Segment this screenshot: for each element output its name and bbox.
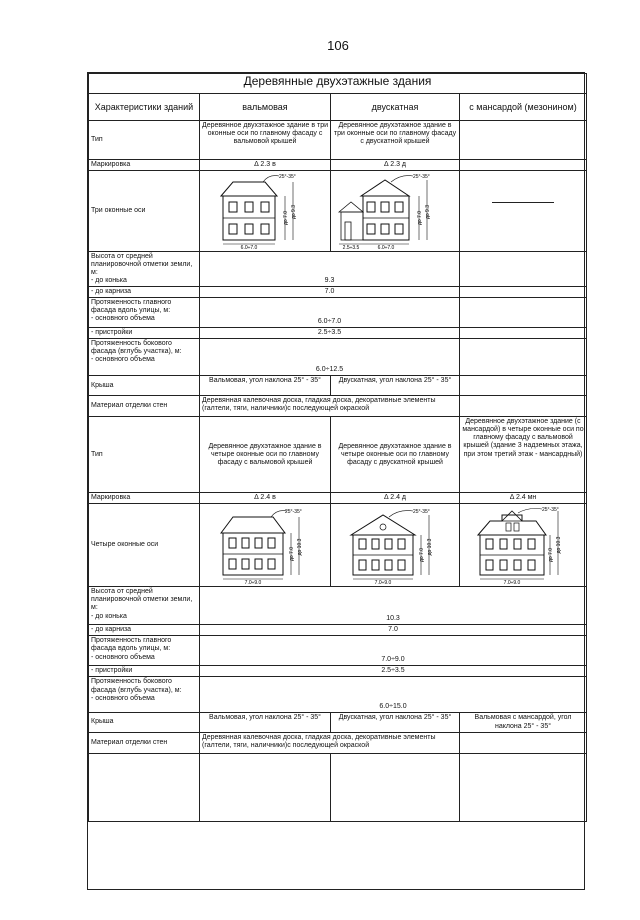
length-label: Протяженность главного фасада вдоль улицы, м: bbox=[91, 299, 172, 315]
dim-eave-height: до 7.0 bbox=[548, 548, 554, 563]
dim-eave-height: до 7.0 bbox=[419, 548, 425, 563]
table-row bbox=[89, 713, 587, 732]
eave-label-4: - до карниза bbox=[89, 625, 200, 636]
ridge-label-4: - до конька bbox=[91, 612, 127, 620]
length-label-4: Протяженность главного фасада вдоль улицы, м: bbox=[91, 637, 172, 653]
table-row bbox=[89, 666, 587, 677]
eave-value-4: 7.0 bbox=[200, 625, 587, 636]
roof-mansard-3-empty bbox=[460, 376, 587, 396]
dim-roof-angle: 25°-35° bbox=[279, 174, 296, 181]
row-label-marking: Маркировка bbox=[89, 160, 200, 171]
main-volume-value-4: 7.0÷9.0 bbox=[200, 636, 587, 666]
dim-annex-width: 2.5÷3.5 bbox=[342, 245, 360, 251]
house-hipped-3-drawing bbox=[203, 172, 327, 250]
side-block-label bbox=[89, 339, 200, 376]
type-mansard-3-empty bbox=[460, 121, 587, 160]
dim-eave-height: до 7.0 bbox=[283, 211, 289, 226]
document-sheet bbox=[87, 72, 585, 890]
length-block-label-4 bbox=[89, 636, 200, 666]
header-mansard: с мансардой (мезонином) bbox=[460, 94, 587, 121]
roof-hipped-4: Вальмовая, угол наклона 25° - 35° bbox=[200, 713, 331, 732]
roof-mansard-4: Вальмовая с мансардой, угол наклона 25° - 35° bbox=[460, 713, 587, 732]
height-block-label bbox=[89, 252, 200, 287]
table-row bbox=[89, 396, 587, 417]
house-hipped-4-drawing bbox=[203, 505, 327, 585]
dim-roof-angle: 25°-35° bbox=[413, 174, 430, 181]
dim-roof-angle: 25°-35° bbox=[413, 509, 430, 516]
roof-gable-4: Двускатная, угол наклона 25° - 35° bbox=[331, 713, 460, 732]
table-row bbox=[89, 339, 587, 376]
side-volume-label: - основного объема bbox=[91, 356, 155, 364]
dim-ridge-height: до 9.3 bbox=[291, 205, 297, 220]
side-block-label-4 bbox=[89, 677, 200, 713]
dim-roof-angle: 25°-35° bbox=[285, 509, 302, 516]
height-label: Высота от средней планировочной отметки земли, м: bbox=[91, 253, 193, 277]
main-volume-label: - основного объема bbox=[91, 315, 155, 323]
table-row bbox=[89, 171, 587, 252]
house-hipped-3-cell bbox=[200, 171, 331, 252]
row-label-image-4: Четыре оконные оси bbox=[89, 504, 200, 587]
table-row bbox=[89, 732, 587, 753]
side-volume-value-3: 6.0÷12.5 bbox=[200, 339, 460, 376]
table-row bbox=[89, 677, 587, 713]
eave-mansard-3-empty bbox=[460, 287, 587, 298]
material-mansard-3-empty bbox=[460, 396, 587, 417]
table-row bbox=[89, 625, 587, 636]
length-block-label bbox=[89, 298, 200, 328]
side-volume-label-4: - основного объема bbox=[91, 694, 155, 702]
page-number: 106 bbox=[327, 38, 349, 53]
dim-width: 6.0÷7.0 bbox=[240, 245, 258, 251]
height-label-4: Высота от средней планировочной отметки земли, м: bbox=[91, 588, 193, 612]
table-row bbox=[89, 160, 587, 171]
roof-label: Крыша bbox=[89, 376, 200, 396]
material-value-3: Деревянная калевочная доска, гладкая доска, декоративные элементы (галтели, тяги, наличники)с последующей окраской bbox=[200, 396, 460, 417]
house-mansard-4-drawing bbox=[462, 505, 586, 585]
marking-hipped-3: Δ 2.3 в bbox=[200, 160, 331, 171]
row-label-marking-4: Маркировка bbox=[89, 493, 200, 504]
empty-cell bbox=[331, 753, 460, 821]
dim-ridge-height: до 10.3 bbox=[556, 536, 562, 554]
side-volume-value-4: 6.0÷15.0 bbox=[200, 677, 587, 713]
house-gable-4-cell bbox=[331, 504, 460, 587]
row-label-type: Тип bbox=[89, 121, 200, 160]
marking-gable-4: Δ 2.4 д bbox=[331, 493, 460, 504]
table-row bbox=[89, 417, 587, 493]
table-row bbox=[89, 287, 587, 298]
annex-label: - пристройки bbox=[89, 328, 200, 339]
empty-cell bbox=[200, 753, 331, 821]
table-row bbox=[89, 298, 587, 328]
annex-value-3: 2.5÷3.5 bbox=[200, 328, 460, 339]
table-row bbox=[89, 636, 587, 666]
table-title: Деревянные двухэтажные здания bbox=[89, 74, 587, 94]
annex-mansard-3-empty bbox=[460, 328, 587, 339]
type-hipped-3: Деревянное двухэтажное здание в три оконные оси по главному фасаду с вальмовой крышей bbox=[200, 121, 331, 160]
ridge-mansard-3-empty bbox=[460, 252, 587, 287]
annex-value-4: 2.5÷3.5 bbox=[200, 666, 587, 677]
empty-cell bbox=[89, 753, 200, 821]
mansard-3-empty bbox=[460, 171, 587, 252]
ridge-value-3: 9.3 bbox=[200, 252, 460, 287]
table-row bbox=[89, 753, 587, 821]
dim-ridge-height: до 10.3 bbox=[297, 538, 303, 556]
annex-label-4: - пристройки bbox=[89, 666, 200, 677]
type-hipped-4: Деревянное двухэтажное здание в четыре оконные оси по главному фасаду с вальмовой крышей bbox=[200, 417, 331, 493]
eave-label: - до карниза bbox=[89, 287, 200, 298]
type-gable-3: Деревянное двухэтажное здание в три оконные оси по главному фасаду с двускатной крышей bbox=[331, 121, 460, 160]
material-value-4: Деревянная калевочная доска, гладкая доска, декоративные элементы (галтели, тяги, наличники)с последующей окраской bbox=[200, 732, 460, 753]
dim-ridge-height: до 10.3 bbox=[427, 538, 433, 556]
table-row bbox=[89, 587, 587, 625]
house-gable-3-cell bbox=[331, 171, 460, 252]
side-mansard-3-empty bbox=[460, 339, 587, 376]
material-mansard-4-empty bbox=[460, 732, 587, 753]
table-row bbox=[89, 252, 587, 287]
length-mansard-3-empty bbox=[460, 298, 587, 328]
house-gable-4-drawing bbox=[333, 505, 457, 585]
house-mansard-4-cell bbox=[460, 504, 587, 587]
dim-eave-height: до 7.0 bbox=[289, 547, 295, 562]
roof-gable-3: Двускатная, угол наклона 25° - 35° bbox=[331, 376, 460, 396]
dim-width: 7.0÷9.0 bbox=[374, 580, 392, 586]
ridge-label: - до конька bbox=[91, 277, 127, 285]
header-hipped: вальмовая bbox=[200, 94, 331, 121]
type-gable-4: Деревянное двухэтажное здание в четыре оконные оси по главному фасаду с двускатной крышей bbox=[331, 417, 460, 493]
table-row bbox=[89, 376, 587, 396]
type-mansard-4: Деревянное двухэтажное здание (с мансардой) в четыре оконные оси по главному фасаду с вальмовой крышей (здание 3 надземных этажа, при этом третий этаж - мансардный) bbox=[460, 417, 587, 493]
main-volume-label-4: - основного объема bbox=[91, 653, 155, 661]
empty-cell bbox=[460, 753, 587, 821]
dim-roof-angle: 25°-35° bbox=[542, 507, 559, 514]
dim-width: 7.0÷9.0 bbox=[503, 580, 521, 586]
roof-hipped-3: Вальмовая, угол наклона 25° - 35° bbox=[200, 376, 331, 396]
height-block-label-4 bbox=[89, 587, 200, 625]
empty-dash bbox=[492, 202, 554, 203]
table-row bbox=[89, 328, 587, 339]
material-label-4: Материал отделки стен bbox=[89, 732, 200, 753]
dim-width: 6.0÷7.0 bbox=[377, 245, 395, 251]
row-label-image-3: Три оконные оси bbox=[89, 171, 200, 252]
marking-mansard-4: Δ 2.4 мн bbox=[460, 493, 587, 504]
row-label-type-4: Тип bbox=[89, 417, 200, 493]
house-gable-3-drawing bbox=[333, 172, 457, 250]
table-row bbox=[89, 493, 587, 504]
marking-gable-3: Δ 2.3 д bbox=[331, 160, 460, 171]
ridge-value-4: 10.3 bbox=[200, 587, 587, 625]
dim-eave-height: до 7.0 bbox=[417, 211, 423, 226]
table-row bbox=[89, 504, 587, 587]
eave-value-3: 7.0 bbox=[200, 287, 460, 298]
marking-mansard-3-empty bbox=[460, 160, 587, 171]
building-spec-table bbox=[88, 73, 587, 822]
marking-hipped-4: Δ 2.4 в bbox=[200, 493, 331, 504]
dim-width: 7.0÷9.0 bbox=[244, 580, 262, 586]
roof-label-4: Крыша bbox=[89, 713, 200, 732]
side-label: Протяженность бокового фасада (вглубь участка), м: bbox=[91, 340, 182, 356]
material-label: Материал отделки стен bbox=[89, 396, 200, 417]
main-volume-value-3: 6.0÷7.0 bbox=[200, 298, 460, 328]
table-row bbox=[89, 121, 587, 160]
house-hipped-4-cell bbox=[200, 504, 331, 587]
dim-ridge-height: до 9.3 bbox=[425, 205, 431, 220]
header-gable: двускатная bbox=[331, 94, 460, 121]
side-label-4: Протяженность бокового фасада (вглубь участка), м: bbox=[91, 678, 182, 694]
header-characteristics: Характеристики зданий bbox=[89, 94, 200, 121]
